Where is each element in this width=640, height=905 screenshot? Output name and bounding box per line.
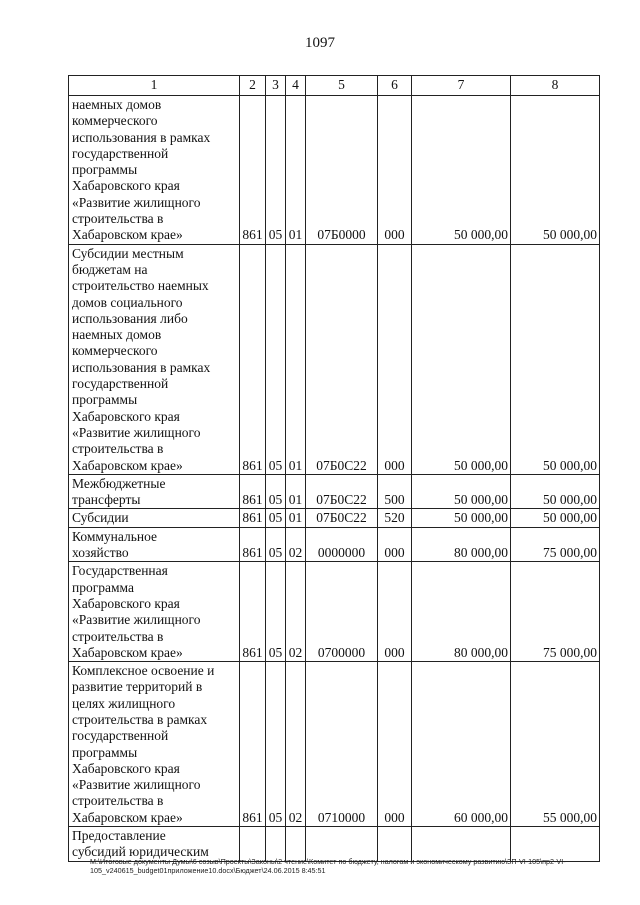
column-header: 7 (412, 76, 511, 96)
target-item-code: 07Б0С22 (306, 509, 378, 527)
row-description (69, 474, 240, 509)
description-line: Хабаровского края (72, 408, 180, 424)
chapter-code: 05 (266, 562, 286, 662)
column-header: 1 (69, 76, 240, 96)
description-line: Предоставление (72, 828, 166, 844)
section-code: 861 (240, 96, 266, 245)
description-line: использования в рамках (72, 129, 211, 145)
amount-year-2: 50 000,00 (511, 244, 600, 474)
expense-type-code: 520 (378, 509, 412, 527)
expense-type-code: 000 (378, 96, 412, 245)
table-row (69, 562, 600, 662)
amount-year-1: 80 000,00 (412, 562, 511, 662)
description-line: строительства в (72, 211, 164, 227)
amount-year-2: 50 000,00 (511, 509, 600, 527)
description-line: Коммунальное (72, 528, 158, 544)
description-line: бюджетам на (72, 261, 148, 277)
row-description (69, 96, 240, 245)
description-line: «Развитие жилищного (72, 194, 201, 210)
description-line: «Развитие жилищного (72, 612, 201, 628)
target-item-code (306, 827, 378, 862)
description-line: государственной (72, 376, 169, 392)
table-row (69, 827, 600, 862)
table-row (69, 474, 600, 509)
subsection-code: 01 (286, 244, 306, 474)
description-line: строительства в (72, 441, 164, 457)
expense-type-code: 000 (378, 244, 412, 474)
description-line: домов социального (72, 294, 183, 310)
budget-table (68, 75, 600, 862)
section-code: 861 (240, 244, 266, 474)
description-line: «Развитие жилищного (72, 424, 201, 440)
description-line: Хабаровском крае» (72, 457, 183, 473)
expense-type-code: 000 (378, 527, 412, 562)
table-row (69, 96, 600, 245)
section-code: 861 (240, 527, 266, 562)
target-item-code: 0000000 (306, 527, 378, 562)
description-line: целях жилищного (72, 695, 176, 711)
table-row (69, 527, 600, 562)
description-line: Хабаровском крае» (72, 644, 183, 660)
description-line: Комплексное освоение и (72, 663, 215, 679)
column-header: 2 (240, 76, 266, 96)
amount-year-2: 55 000,00 (511, 662, 600, 827)
target-item-code: 07Б0С22 (306, 474, 378, 509)
subsection-code (286, 827, 306, 862)
description-line: строительства в рамках (72, 711, 208, 727)
page-number: 1097 (305, 35, 335, 51)
footer-path-line: M:\Итоговые документы Думы\6 созыв\Проекты\Законы\2 чтение\Комитет по бюджету, налогам и экономическому развитию\ЗП-VI-105\пр2-VI- (90, 857, 566, 866)
subsection-code: 02 (286, 562, 306, 662)
description-line: Межбюджетные (72, 475, 166, 491)
subsection-code: 01 (286, 96, 306, 245)
description-line: хозяйство (72, 545, 129, 561)
expense-type-code: 500 (378, 474, 412, 509)
description-line: коммерческого (72, 113, 158, 129)
description-line: трансферты (72, 492, 141, 508)
column-header: 5 (306, 76, 378, 96)
table-row (69, 509, 600, 527)
description-line: наемных домов (72, 327, 162, 343)
row-description (69, 244, 240, 474)
description-line: программа (72, 579, 134, 595)
description-line: коммерческого (72, 343, 158, 359)
footer-path-line: 105_v240615_budget01приложение10.docx\Бюджет\24.06.2015 8:45:51 (90, 866, 326, 875)
target-item-code: 07Б0С22 (306, 244, 378, 474)
description-line: программы (72, 162, 138, 178)
description-line: использования в рамках (72, 359, 211, 375)
section-code: 861 (240, 509, 266, 527)
description-line: субсидий юридическим (72, 844, 209, 860)
chapter-code (266, 827, 286, 862)
description-line: строительство наемных (72, 278, 209, 294)
document-footer (90, 857, 610, 875)
chapter-code: 05 (266, 509, 286, 527)
description-line: Хабаровского края (72, 595, 180, 611)
amount-year-1: 50 000,00 (412, 96, 511, 245)
expense-type-code: 000 (378, 562, 412, 662)
description-line: Субсидии местным (72, 245, 184, 261)
row-description (69, 509, 240, 527)
table-row (69, 662, 600, 827)
amount-year-2 (511, 827, 600, 862)
section-code: 861 (240, 562, 266, 662)
amount-year-1: 80 000,00 (412, 527, 511, 562)
row-description (69, 527, 240, 562)
description-line: наемных домов (72, 97, 162, 112)
section-code (240, 827, 266, 862)
description-line: Субсидии (72, 510, 129, 526)
amount-year-1: 50 000,00 (412, 244, 511, 474)
row-description (69, 827, 240, 862)
chapter-code: 05 (266, 527, 286, 562)
column-header: 6 (378, 76, 412, 96)
description-line: Хабаровского края (72, 178, 180, 194)
target-item-code: 07Б0000 (306, 96, 378, 245)
section-code: 861 (240, 662, 266, 827)
description-line: строительства в (72, 793, 164, 809)
section-code: 861 (240, 474, 266, 509)
description-line: Государственная (72, 563, 168, 579)
amount-year-2: 50 000,00 (511, 474, 600, 509)
subsection-code: 01 (286, 474, 306, 509)
description-line: развитие территорий в (72, 679, 203, 695)
target-item-code: 0700000 (306, 562, 378, 662)
column-header: 3 (266, 76, 286, 96)
description-line: «Развитие жилищного (72, 777, 201, 793)
subsection-code: 02 (286, 662, 306, 827)
table-row (69, 244, 600, 474)
target-item-code: 0710000 (306, 662, 378, 827)
amount-year-1: 60 000,00 (412, 662, 511, 827)
description-line: использования либо (72, 310, 188, 326)
chapter-code: 05 (266, 244, 286, 474)
chapter-code: 05 (266, 96, 286, 245)
row-description (69, 662, 240, 827)
amount-year-2: 75 000,00 (511, 562, 600, 662)
chapter-code: 05 (266, 474, 286, 509)
description-line: государственной (72, 145, 169, 161)
subsection-code: 02 (286, 527, 306, 562)
description-line: строительства в (72, 628, 164, 644)
amount-year-1: 50 000,00 (412, 509, 511, 527)
column-header: 4 (286, 76, 306, 96)
description-line: Хабаровском крае» (72, 227, 183, 243)
description-line: программы (72, 744, 138, 760)
description-line: государственной (72, 728, 169, 744)
row-description (69, 562, 240, 662)
expense-type-code (378, 827, 412, 862)
subsection-code: 01 (286, 509, 306, 527)
chapter-code: 05 (266, 662, 286, 827)
amount-year-2: 75 000,00 (511, 527, 600, 562)
description-line: Хабаровском крае» (72, 809, 183, 825)
amount-year-1 (412, 827, 511, 862)
description-line: программы (72, 392, 138, 408)
amount-year-2: 50 000,00 (511, 96, 600, 245)
table-header-row (69, 76, 600, 96)
expense-type-code: 000 (378, 662, 412, 827)
column-header: 8 (511, 76, 600, 96)
description-line: Хабаровского края (72, 760, 180, 776)
amount-year-1: 50 000,00 (412, 474, 511, 509)
